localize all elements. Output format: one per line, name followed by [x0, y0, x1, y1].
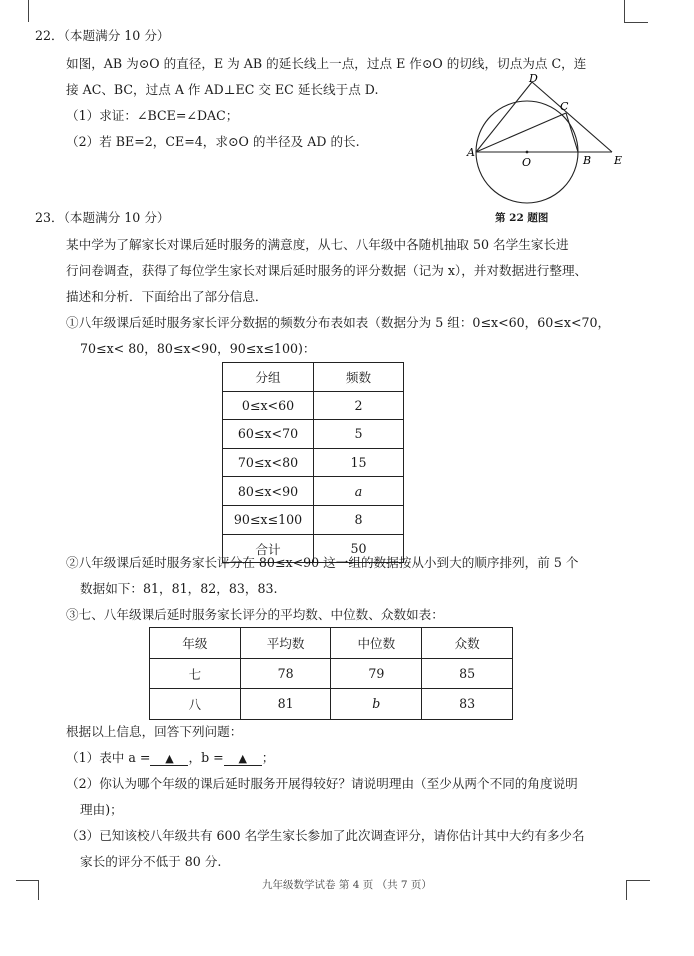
table-header-cell: 年级	[150, 628, 241, 659]
table-cell: a	[314, 477, 404, 506]
table-cell: 八	[150, 689, 241, 720]
table-cell: 2	[314, 391, 404, 420]
q23-sub1	[66, 750, 274, 766]
table-cell: 70≤x<80	[223, 448, 314, 477]
table-row	[150, 689, 513, 720]
table-header-row	[223, 363, 404, 392]
table-cell: 83	[422, 689, 513, 720]
q22-line-2: 接 AC、BC，过点 A 作 AD⊥EC 交 EC 延长线于点 D.	[66, 82, 379, 97]
table-row	[223, 477, 404, 506]
q22-header: 22．（本题满分 10 分）	[35, 28, 170, 43]
point-o	[526, 151, 529, 154]
table-header-row	[150, 628, 513, 659]
q22-figure-caption: 第 22 题图	[495, 212, 549, 224]
line-bc	[566, 113, 578, 152]
table-row	[150, 658, 513, 689]
label-a: A	[467, 146, 475, 159]
table-cell: 78	[240, 658, 331, 689]
line-ad	[476, 82, 532, 152]
q22-line-3: （1）求证：∠BCE=∠DAC；	[66, 108, 239, 123]
table-row	[223, 420, 404, 449]
q23-info1-2: 70≤x< 80，80≤x<90，90≤x≤100)：	[80, 341, 316, 356]
table-cell: 0≤x<60	[223, 391, 314, 420]
table-cell: 85	[422, 658, 513, 689]
sub1-mid: ，b =	[188, 750, 224, 765]
crop-mark-top-right-h	[624, 22, 648, 23]
q23-info2-1: ②八年级课后延时服务家长评分在 80≤x<90 这一组的数据按从小到大的顺序排列，前 5 个	[66, 555, 579, 570]
sub1-end: ；	[261, 750, 275, 765]
table-header-cell: 中位数	[331, 628, 422, 659]
answer-blank-a: ▲	[150, 752, 188, 766]
sub1-prefix: （1）表中 a =	[66, 750, 151, 765]
label-e: E	[614, 154, 623, 167]
q23-sub2-1: （2）你认为哪个年级的课后延时服务开展得较好？请说明理由（至少从两个不同的角度说明	[66, 776, 578, 791]
table-cell: 50	[314, 534, 404, 563]
table-cell: 合计	[223, 534, 314, 563]
q23-intro-3: 描述和分析．下面给出了部分信息．	[66, 289, 268, 304]
table-cell: 8	[314, 505, 404, 534]
label-o: O	[522, 156, 532, 169]
stats-table	[149, 627, 513, 720]
table-cell: 80≤x<90	[223, 477, 314, 506]
label-b: B	[583, 154, 592, 167]
table-cell: 79	[331, 658, 422, 689]
q23-intro-2: 行问卷调查，获得了每位学生家长对课后延时服务的评分数据（记为 x），并对数据进行整理、	[66, 263, 588, 278]
table-row	[223, 391, 404, 420]
table-cell: 七	[150, 658, 241, 689]
table-header-cell: 平均数	[240, 628, 331, 659]
line-ac	[476, 113, 566, 152]
label-d: D	[529, 72, 538, 85]
answer-blank-b: ▲	[224, 752, 262, 766]
q22-geometry-figure	[462, 70, 642, 210]
q23-sub3-1: （3）已知该校八年级共有 600 名学生家长参加了此次调查评分，请你估计其中大约有多少名	[66, 828, 585, 843]
crop-mark-top-right	[624, 0, 625, 22]
table-header-cell: 众数	[422, 628, 513, 659]
crop-mark-top-left	[28, 0, 29, 22]
q22-line-4: （2）若 BE=2，CE=4，求⊙O 的半径及 AD 的长.	[66, 134, 360, 149]
label-c: C	[560, 100, 569, 113]
line-de	[532, 82, 612, 152]
table-header-cell: 分组	[223, 363, 314, 392]
q23-header: 23．（本题满分 10 分）	[35, 210, 170, 225]
table-row	[223, 505, 404, 534]
q23-info2-2: 数据如下：81，81，82，83，83.	[80, 581, 278, 596]
table-cell: 90≤x≤100	[223, 505, 314, 534]
table-row	[223, 448, 404, 477]
table-cell: 81	[240, 689, 331, 720]
table-cell: 15	[314, 448, 404, 477]
q23-intro-1: 某中学为了解家长对课后延时服务的满意度，从七、八年级中各随机抽取 50 名学生家长进	[66, 237, 569, 252]
table-cell: b	[331, 689, 422, 720]
q22-line-1: 如图，AB 为⊙O 的直径，E 为 AB 的延长线上一点，过点 E 作⊙O 的切线，切点为点 C，连	[66, 56, 587, 71]
page-footer: 九年级数学试卷 第 4 页 （共 7 页）	[262, 879, 432, 891]
q23-info1-1: ①八年级课后延时服务家长评分数据的频数分布表如表（数据分为 5 组：0≤x<60，60≤x<70，	[66, 315, 611, 330]
q23-sub2-2: 理由)；	[80, 802, 123, 817]
table-cell: 5	[314, 420, 404, 449]
table-header-cell: 频数	[314, 363, 404, 392]
q23-prompt: 根据以上信息，回答下列问题：	[66, 724, 243, 739]
q23-info3: ③七、八年级课后延时服务家长评分的平均数、中位数、众数如表：	[66, 607, 444, 622]
q23-sub3-2: 家长的评分不低于 80 分.	[80, 854, 222, 869]
table-cell: 60≤x<70	[223, 420, 314, 449]
frequency-table	[222, 362, 404, 563]
